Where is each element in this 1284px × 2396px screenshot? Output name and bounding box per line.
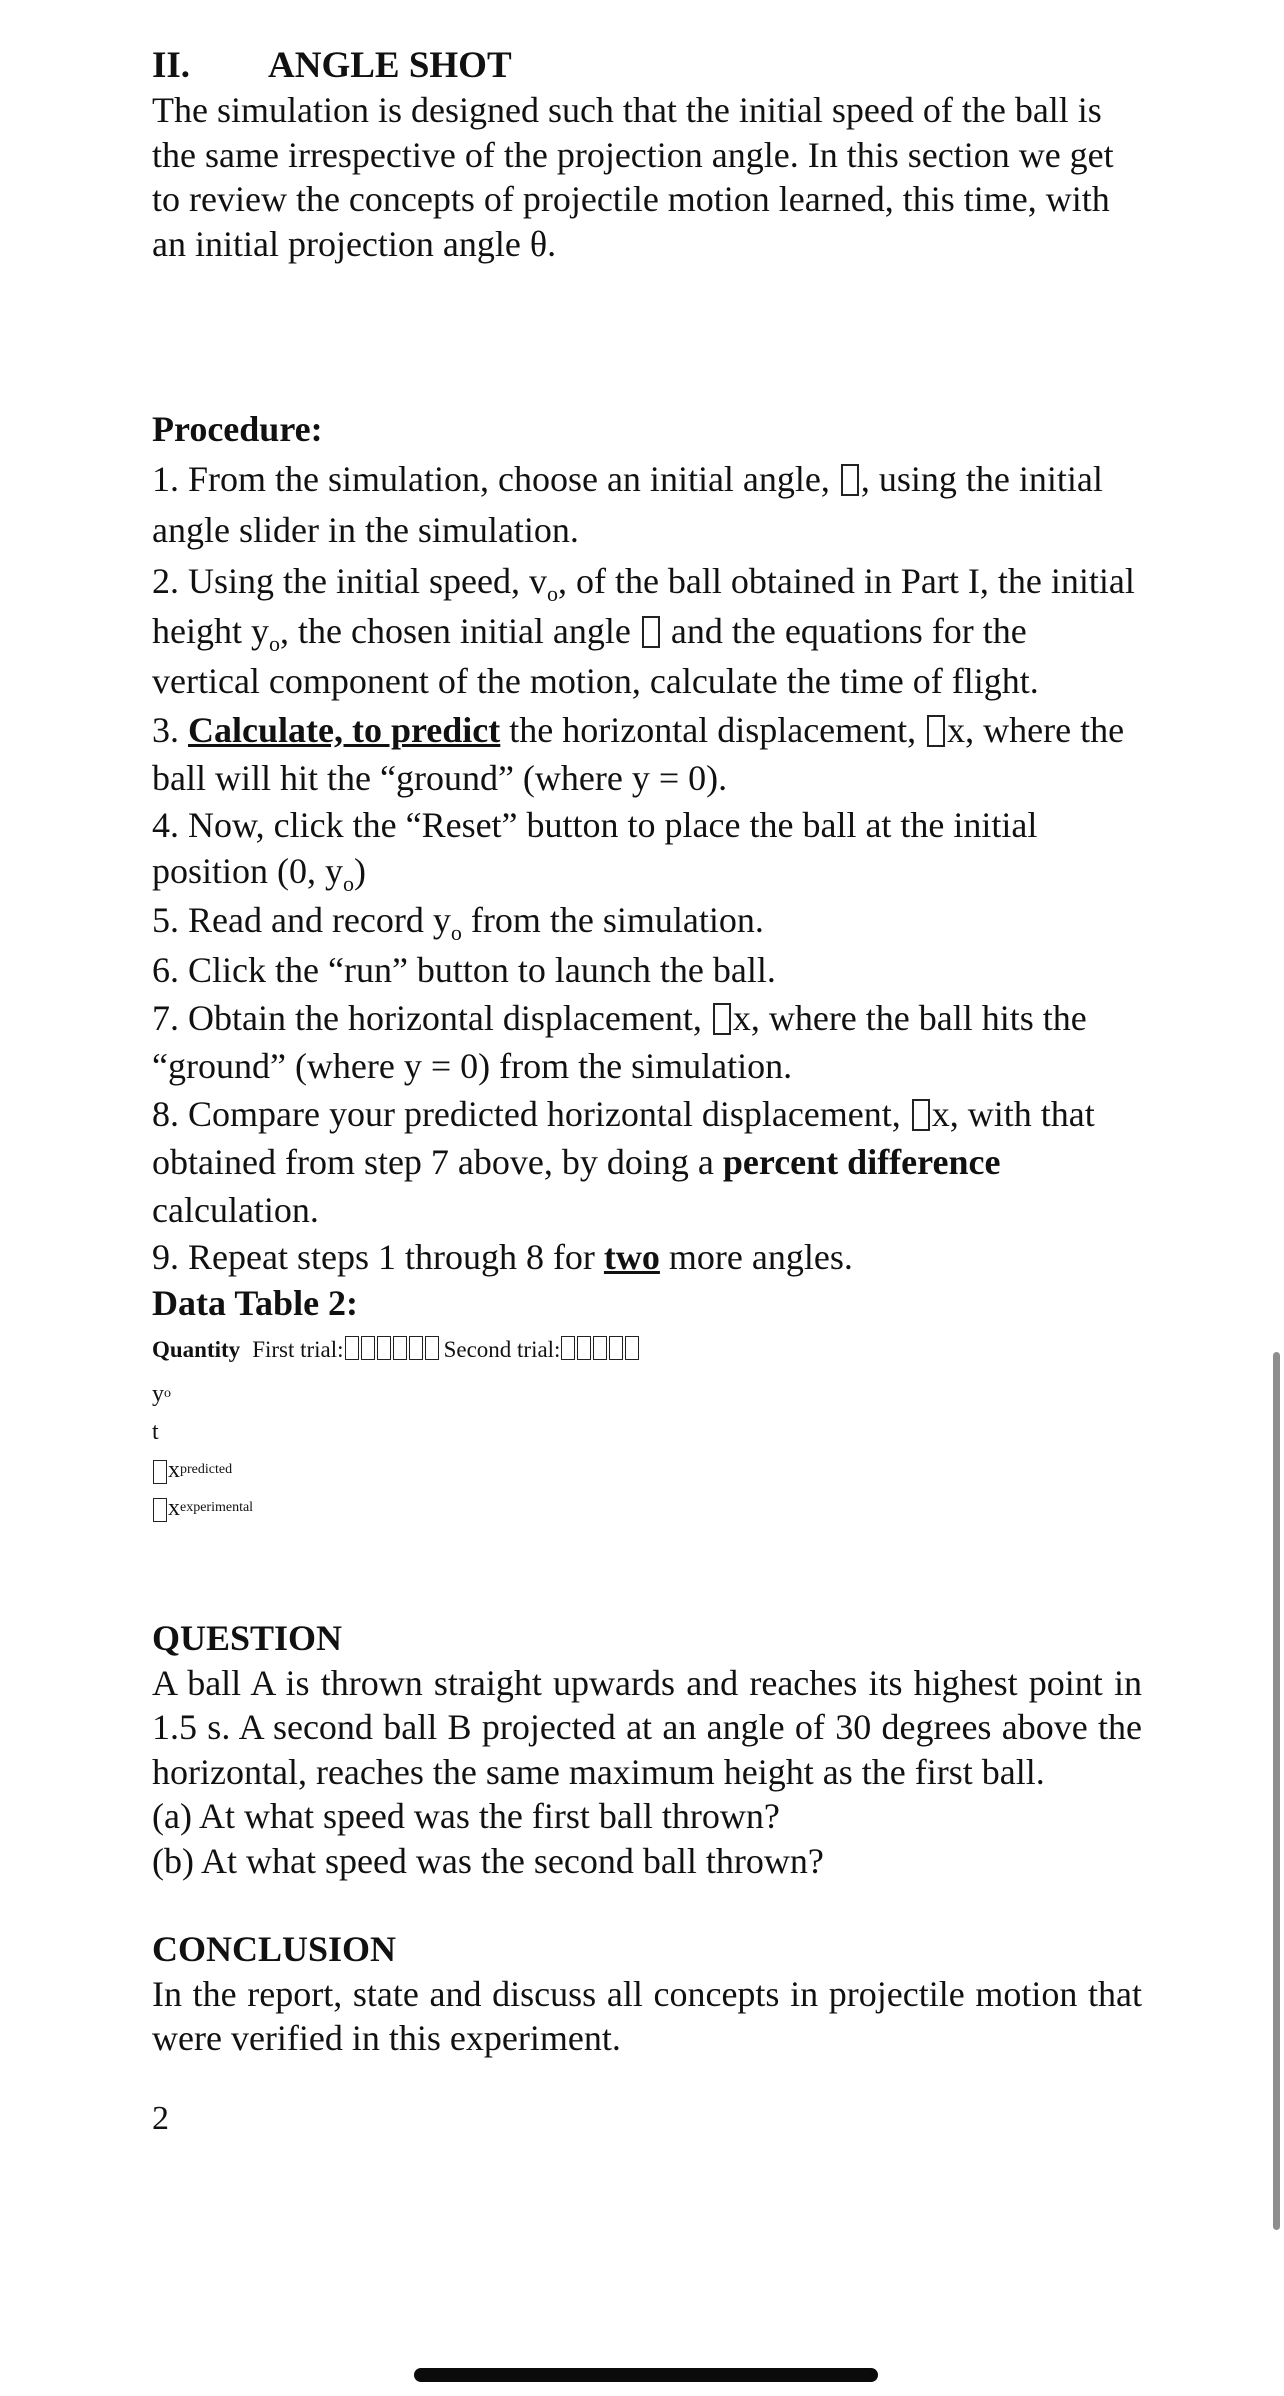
header-quantity: Quantity	[152, 1337, 241, 1362]
missing-glyph-icons	[344, 1336, 440, 1364]
procedure-step-9: 9. Repeat steps 1 through 8 for two more angles.	[152, 1237, 853, 1277]
missing-glyph-icon	[927, 715, 945, 747]
missing-glyph-icon	[642, 616, 660, 648]
document-page	[152, 44, 1142, 2141]
table-row: y o	[152, 1381, 171, 1407]
table-row: x predicted	[152, 1446, 1142, 1484]
missing-glyph-icon	[153, 1498, 167, 1522]
data-table	[152, 1330, 1142, 1522]
header-first-trial: First trial:	[252, 1337, 344, 1362]
missing-glyph-icons	[560, 1336, 640, 1364]
question-part-a: (a) At what speed was the first ball thrown?	[152, 1796, 780, 1836]
procedure-step-2: 2. Using the initial speed, $v_o$, of the ball obtained in Part I, the initial height $y_o$, the chosen initial angle and the equations for the vertical component of the motion, calculate the time of flight.	[152, 561, 1135, 701]
missing-glyph-icon	[841, 464, 859, 496]
procedure-step-1: 1. From the simulation, choose an initial angle, , using the initial angle slider in the simulation.	[152, 459, 1103, 550]
conclusion-heading: CONCLUSION	[152, 1929, 397, 1969]
conclusion-text: In the report, state and discuss all concepts in projectile motion that were verified in this experiment.	[152, 1973, 1142, 2058]
procedure-step-3: 3. Calculate, to predict the horizontal displacement, x, where the ball will hit the “ground” (where y = 0).	[152, 710, 1125, 798]
procedure-step-6: 6. Click the “run” button to launch the ball.	[152, 950, 776, 990]
section-heading	[152, 44, 1142, 88]
question-heading: QUESTION	[152, 1618, 343, 1658]
table-row: t	[152, 1419, 159, 1445]
missing-glyph-icon	[912, 1099, 930, 1131]
procedure-step-5: 5. Read and record $y_o$ from the simulation.	[152, 900, 764, 945]
section-title: ANGLE SHOT	[268, 45, 512, 86]
procedure-step-7: 7. Obtain the horizontal displacement, x, where the ball hits the “ground” (where y = 0) from the simulation.	[152, 998, 1087, 1086]
procedure-step-8: 8. Compare your predicted horizontal displacement, x, with that obtained from step 7 above, by doing a percent difference calculation.	[152, 1094, 1095, 1230]
table-row: x experimental	[152, 1484, 1142, 1522]
question-part-b: (b) At what speed was the second ball thrown?	[152, 1840, 824, 1881]
procedure-step-4: 4. Now, click the “Reset” button to place the ball at the initial position (0, $y_o$)	[152, 805, 1038, 896]
header-second-trial: Second trial:	[443, 1337, 561, 1362]
missing-glyph-icon	[153, 1460, 167, 1484]
question-text: A ball A is thrown straight upwards and reaches its highest point in 1.5 s. A second ball B projected at an angle of 30 degrees above the horizontal, reaches the same maximum height as the first ball.	[152, 1662, 1142, 1792]
section-number: II.	[152, 45, 191, 86]
home-indicator[interactable]	[414, 2368, 878, 2382]
table-header-row	[152, 1330, 1142, 1370]
procedure-heading: Procedure:	[152, 409, 323, 449]
page-number: 2	[152, 2099, 169, 2137]
intro-paragraph: The simulation is designed such that the initial speed of the ball is the same irrespective of the projection angle. In this section we get to review the concepts of projectile motion learned, this time, with an initial projection angle θ.	[152, 90, 1114, 264]
scrollbar[interactable]	[1273, 1352, 1280, 2230]
data-table-title: Data Table 2:	[152, 1283, 359, 1323]
missing-glyph-icon	[713, 1003, 731, 1035]
